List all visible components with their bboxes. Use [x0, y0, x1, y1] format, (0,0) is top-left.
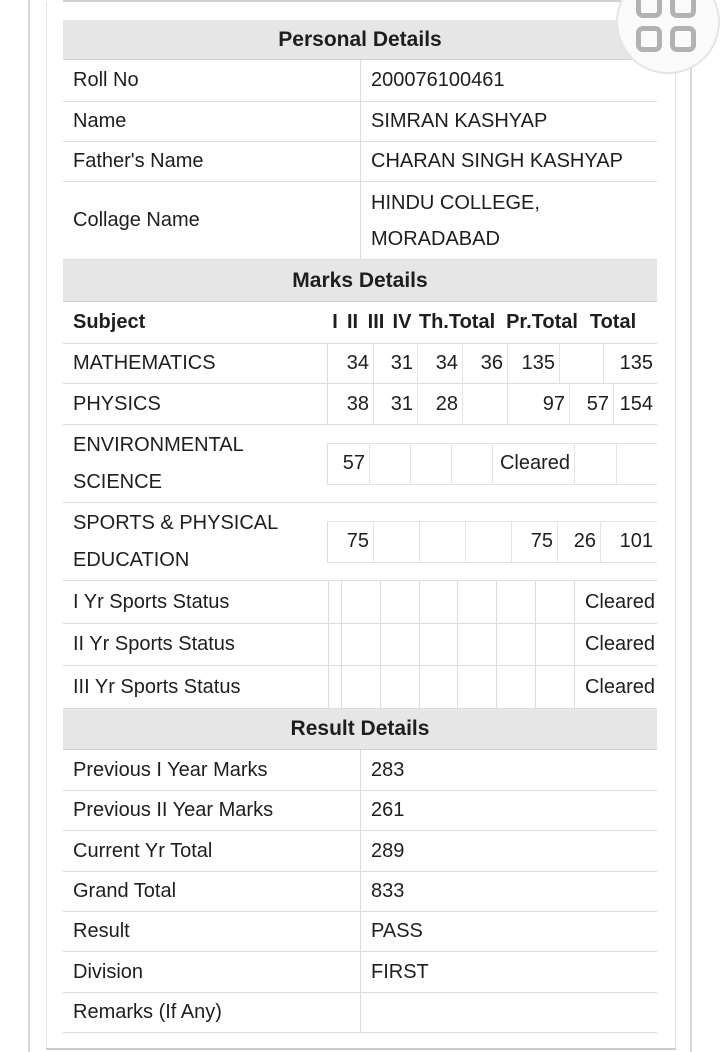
- blank-cells: [341, 581, 575, 623]
- result-label: Result: [63, 912, 361, 951]
- college-name-row: [63, 182, 657, 260]
- mark-iii: [411, 444, 452, 484]
- mark-th-total: 75: [512, 522, 558, 562]
- father-name-value: CHARAN SINGH KASHYAP: [371, 150, 623, 172]
- roll-no-label: Roll No: [63, 60, 361, 101]
- mark-pr-total: [575, 444, 617, 484]
- result-label: Previous I Year Marks: [63, 750, 361, 790]
- subject-name-line-2: SCIENCE: [73, 470, 162, 493]
- col-header-iv: IV: [392, 311, 412, 333]
- mark-pr-total: 57: [570, 384, 614, 424]
- sports-status-value: Cleared: [584, 590, 655, 613]
- mark-ii: [374, 522, 420, 562]
- personal-details-header: Personal Details: [63, 20, 657, 60]
- subject-row-physics: [63, 384, 657, 425]
- sports-status-value: Cleared: [584, 633, 655, 655]
- result-value: 289: [371, 839, 405, 862]
- mark-th-total: Cleared: [493, 444, 575, 484]
- result-row: [63, 912, 657, 952]
- marksheet: [63, 20, 657, 1033]
- father-name-row: [63, 142, 657, 182]
- result-row: [63, 750, 657, 791]
- result-row: [63, 872, 657, 912]
- roll-no-row: [63, 60, 657, 102]
- subject-name-line-1: SPORTS & PHYSICAL: [73, 511, 279, 534]
- result-value: 283: [371, 758, 405, 781]
- mark-th-total: 135: [508, 344, 560, 383]
- result-row: [63, 831, 657, 872]
- marks-header-row: [63, 302, 657, 344]
- result-details-header: Result Details: [63, 709, 657, 750]
- mark-iv: 36: [463, 344, 508, 383]
- subject-col-header: Subject: [73, 311, 146, 333]
- subject-row-sports-physical-education: [63, 503, 657, 581]
- result-value: 833: [371, 880, 405, 902]
- father-name-label: Father's Name: [63, 142, 361, 181]
- name-value: SIMRAN KASHYAP: [371, 110, 548, 132]
- sports-status-label: III Yr Sports Status: [73, 675, 241, 698]
- result-label: Previous II Year Marks: [63, 791, 361, 830]
- result-label: Remarks (If Any): [63, 993, 361, 1032]
- col-header-pr-total: Pr.Total: [506, 311, 578, 333]
- result-value: PASS: [371, 920, 423, 942]
- result-value: 261: [371, 799, 405, 821]
- mark-ii: [370, 444, 411, 484]
- college-name-line-1: HINDU COLLEGE,: [371, 191, 540, 214]
- name-label: Name: [63, 102, 361, 141]
- mark-ii: 31: [374, 344, 418, 383]
- mark-th-total: 97: [508, 384, 570, 424]
- subject-name-line-1: ENVIRONMENTAL: [73, 433, 244, 456]
- mark-ii: 31: [374, 384, 418, 424]
- col-header-th-total: Th.Total: [418, 311, 496, 333]
- mark-iv: [452, 444, 493, 484]
- roll-no-value: 200076100461: [371, 69, 505, 91]
- subject-name-line-2: EDUCATION: [73, 548, 190, 571]
- col-header-ii: II: [346, 311, 359, 333]
- col-header-i: I: [332, 311, 338, 333]
- subject-name: [63, 425, 327, 502]
- mark-i: 57: [328, 444, 370, 484]
- result-row: [63, 993, 657, 1033]
- result-label: Division: [63, 952, 361, 992]
- result-value: [361, 993, 657, 1032]
- college-name-value: [361, 182, 657, 259]
- sports-status-row-2: [63, 624, 657, 666]
- name-row: [63, 102, 657, 142]
- mark-i: 75: [328, 522, 374, 562]
- mark-i: 38: [328, 384, 374, 424]
- blank-cells: [341, 666, 575, 708]
- college-name-label: Collage Name: [63, 182, 361, 259]
- sports-status-label: II Yr Sports Status: [73, 633, 235, 655]
- mark-iii: 28: [418, 384, 463, 424]
- mark-total: 154: [619, 392, 653, 415]
- mark-total: 101: [619, 530, 653, 552]
- sports-status-row-3: [63, 666, 657, 709]
- mark-pr-total: [560, 344, 604, 383]
- college-name-line-2: MORADABAD: [371, 227, 500, 250]
- mark-iii: 34: [418, 344, 463, 383]
- mark-iv: [463, 384, 508, 424]
- subject-name: MATHEMATICS: [73, 352, 216, 374]
- subject-name: PHYSICS: [73, 392, 161, 415]
- mark-i: 34: [328, 344, 374, 383]
- result-label: Grand Total: [63, 872, 361, 911]
- col-header-total: Total: [589, 311, 637, 333]
- subject-row-environmental-science: [63, 425, 657, 503]
- sports-status-label: I Yr Sports Status: [73, 590, 230, 613]
- mark-iii: [420, 522, 466, 562]
- result-label: Current Yr Total: [63, 831, 361, 871]
- subject-name: [63, 503, 327, 580]
- mark-pr-total: 26: [558, 522, 601, 562]
- mark-iv: [466, 522, 512, 562]
- result-value: FIRST: [371, 960, 429, 983]
- result-row: [63, 791, 657, 831]
- mark-total: 135: [619, 352, 653, 374]
- top-rule: [63, 0, 657, 4]
- mark-total: [617, 444, 657, 484]
- col-header-iii: III: [367, 311, 385, 333]
- subject-row-mathematics: [63, 344, 657, 384]
- sports-status-row-1: [63, 581, 657, 624]
- blank-cells: [341, 624, 575, 665]
- result-row: [63, 952, 657, 993]
- marks-details-header: Marks Details: [63, 260, 657, 302]
- sports-status-value: Cleared: [584, 675, 655, 698]
